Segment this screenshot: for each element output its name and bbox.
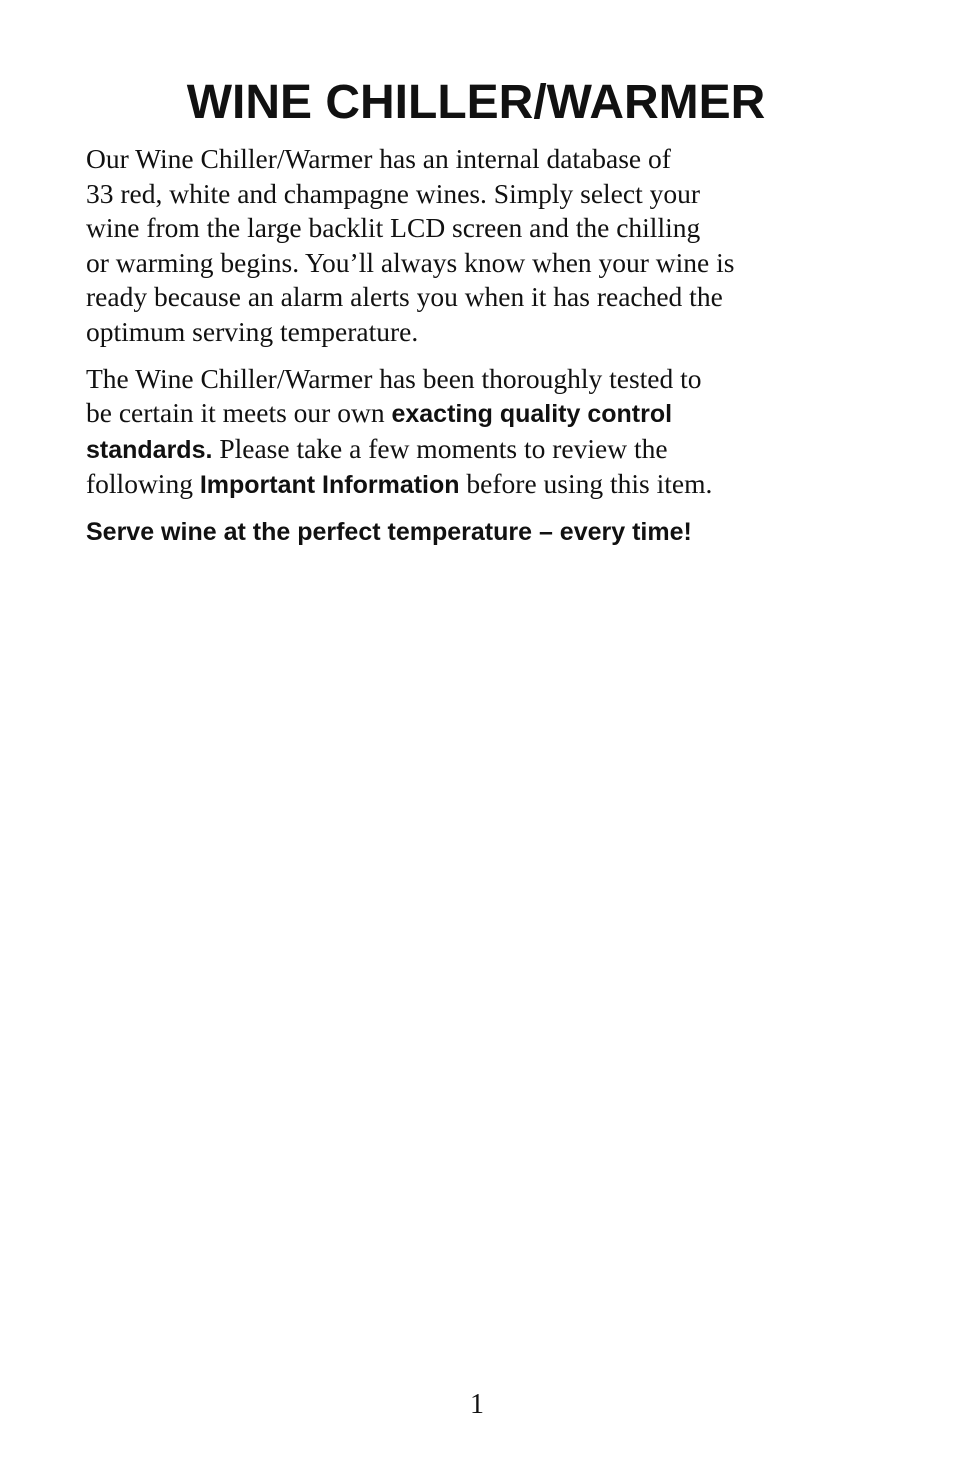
- document-page: [86, 74, 876, 549]
- intro-paragraph: [86, 142, 876, 350]
- important-information-emphasis: Important Information: [199, 471, 460, 500]
- tagline: Serve wine at the perfect temperature – every time!: [86, 517, 692, 546]
- quality-emphasis: exacting quality control: [391, 400, 673, 429]
- intro-line: or warming begins. You’ll always know when your wine is: [86, 246, 735, 278]
- quality-line: [86, 396, 876, 432]
- quality-line: [86, 432, 876, 468]
- intro-line: wine from the large backlit LCD screen and the chilling: [86, 212, 701, 244]
- quality-line: The Wine Chiller/Warmer has been thoroughly tested to: [86, 362, 702, 394]
- intro-line: 33 red, white and champagne wines. Simply select your: [86, 177, 701, 209]
- page-number: 1: [470, 1389, 484, 1420]
- quality-text: following: [86, 468, 200, 500]
- quality-text: be certain it meets our own: [86, 397, 392, 429]
- quality-text: before using this item.: [459, 468, 713, 500]
- intro-line: optimum serving temperature.: [86, 315, 419, 347]
- quality-paragraph: [86, 362, 876, 503]
- quality-text: Please take a few moments to review the: [212, 432, 668, 464]
- quality-emphasis: standards.: [86, 435, 213, 464]
- intro-line: Our Wine Chiller/Warmer has an internal database of: [86, 143, 671, 174]
- intro-line: ready because an alarm alerts you when it has reached the: [86, 281, 723, 313]
- quality-line: [86, 467, 876, 503]
- page-title: WINE CHILLER/WARMER: [186, 76, 766, 129]
